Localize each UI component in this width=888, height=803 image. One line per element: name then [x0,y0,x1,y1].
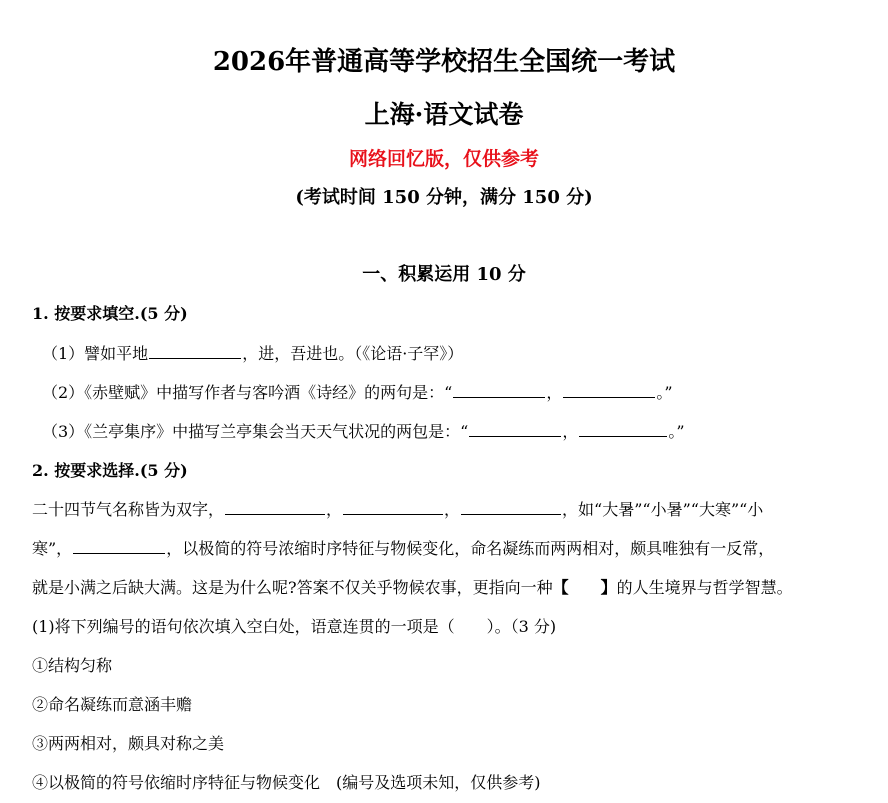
passage-text: ， [444,500,461,519]
passage-text: 寒”， [32,539,73,558]
question-1-item-1 [42,340,463,368]
passage-text: 就是小满之后缺大满。这是为什么呢?答案不仅关乎物候农事，更指向一种 [32,578,553,597]
answer-blank[interactable] [461,497,561,515]
answer-blank[interactable] [73,536,165,554]
exam-title: 2026年普通高等学校招生全国统一考试 [212,47,676,77]
question-1-item-3 [42,418,685,446]
paper-title: 上海·语文试卷 [364,100,524,129]
passage-text: 的人生境界与哲学智慧。 [616,578,793,597]
item-text: （3）《兰亭集序》中描写兰亭集会当天天气状况的两包是：“ [42,422,469,441]
question-2-title: 2. 按要求选择.(5 分) [32,461,188,480]
passage-line-1 [32,496,763,524]
answer-blank[interactable] [453,380,545,398]
section-heading: 一、积累运用 10 分 [362,264,526,285]
item-text: ，进，吾进也。（《论语·子罕》） [242,344,464,363]
sub-question-1: (1)将下列编号的语句依次填入空白处，语意连贯的一项是（ ）。（3 分) [32,617,557,636]
passage-text: ，如“大暑”“小暑”“大寒”“小 [562,500,764,519]
option-3: ③两两相对，颇具对称之美 [32,734,225,753]
question-1-title: 1. 按要求填空.(5 分) [32,304,188,323]
option-2: ②命名凝练而意涵丰赡 [32,695,193,714]
item-text: ， [546,383,563,402]
answer-bracket[interactable]: 【 】 [552,578,617,597]
item-text: ， [562,422,579,441]
passage-line-3 [32,574,793,602]
passage-text: ，以极简的符号浓缩时序特征与物候变化，命名凝练而两两相对，颇具唯独有一反常， [166,539,775,558]
item-text: 。” [656,383,673,402]
answer-blank[interactable] [225,497,325,515]
answer-blank[interactable] [149,341,241,359]
passage-text: ， [326,500,343,519]
answer-blank[interactable] [343,497,443,515]
recall-notice: 网络回忆版，仅供参考 [348,148,539,170]
option-1: ①结构匀称 [32,656,113,675]
answer-blank[interactable] [469,419,561,437]
answer-blank[interactable] [563,380,655,398]
exam-time-info: (考试时间 150 分钟，满分 150 分) [295,187,593,208]
passage-text: 二十四节气名称皆为双字， [32,500,225,519]
question-1-item-2 [42,379,673,407]
option-4: ④以极简的符号依缩时序特征与物候变化 (编号及选项未知，仅供参考) [32,773,541,792]
item-text: （2）《赤壁赋》中描写作者与客吟酒《诗经》的两句是：“ [42,383,453,402]
item-text: （1）譬如平地 [42,344,149,363]
item-text: 。” [668,422,685,441]
passage-line-2 [32,535,774,563]
answer-blank[interactable] [579,419,667,437]
